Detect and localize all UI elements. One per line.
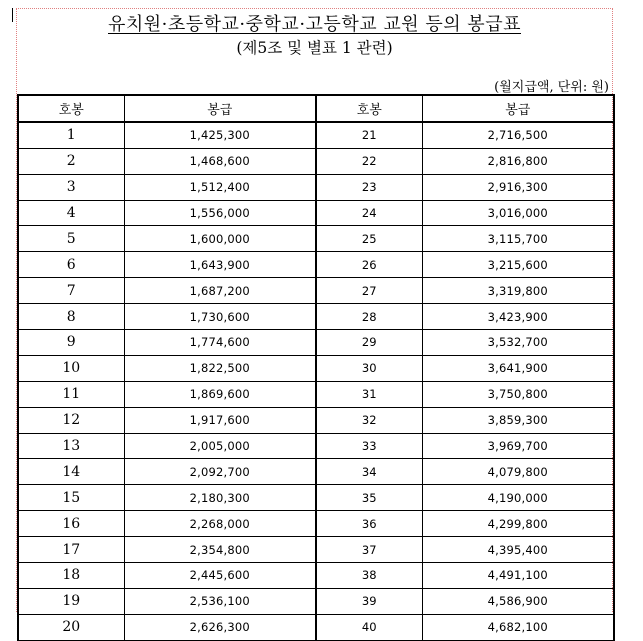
cell-pay-1: 1,600,000 — [124, 226, 316, 252]
cell-pay-2: 3,969,700 — [422, 433, 614, 459]
cell-step-1: 4 — [18, 200, 124, 226]
cell-pay-2: 2,916,300 — [422, 174, 614, 200]
cell-pay-2: 4,682,100 — [422, 614, 614, 640]
cell-pay-1: 1,869,600 — [124, 381, 316, 407]
cell-step-1: 18 — [18, 563, 124, 589]
table-row — [18, 304, 614, 330]
cell-step-1: 11 — [18, 381, 124, 407]
cell-step-2: 26 — [316, 252, 422, 278]
cell-step-2: 36 — [316, 511, 422, 537]
cell-step-2: 31 — [316, 381, 422, 407]
table-row — [18, 407, 614, 433]
cell-step-1: 6 — [18, 252, 124, 278]
document-title-text: 유치원·초등학교·중학교·고등학교 교원 등의 봉급표 — [108, 14, 521, 35]
cell-pay-1: 1,687,200 — [124, 278, 316, 304]
cell-pay-2: 3,016,000 — [422, 200, 614, 226]
cell-step-1: 9 — [18, 330, 124, 356]
cell-step-2: 29 — [316, 330, 422, 356]
cell-step-2: 37 — [316, 537, 422, 563]
unit-note: (월지급액, 단위: 원) — [494, 80, 609, 95]
cell-pay-1: 2,536,100 — [124, 588, 316, 614]
salary-table — [17, 94, 615, 641]
cell-step-2: 38 — [316, 563, 422, 589]
cell-pay-1: 2,092,700 — [124, 459, 316, 485]
cell-pay-1: 2,005,000 — [124, 433, 316, 459]
cell-pay-1: 2,445,600 — [124, 563, 316, 589]
cell-pay-2: 3,641,900 — [422, 355, 614, 381]
cell-step-2: 21 — [316, 122, 422, 148]
cell-step-1: 16 — [18, 511, 124, 537]
table-row — [18, 433, 614, 459]
cell-pay-2: 2,716,500 — [422, 122, 614, 148]
cell-pay-1: 1,643,900 — [124, 252, 316, 278]
cell-pay-2: 4,491,100 — [422, 563, 614, 589]
header-step-2: 호봉 — [316, 95, 422, 122]
cell-pay-2: 2,816,800 — [422, 148, 614, 174]
cell-step-1: 3 — [18, 174, 124, 200]
cell-step-1: 19 — [18, 588, 124, 614]
cell-pay-1: 1,425,300 — [124, 122, 316, 148]
cell-step-1: 20 — [18, 614, 124, 640]
cell-pay-1: 2,180,300 — [124, 485, 316, 511]
table-body — [18, 122, 614, 640]
cell-pay-2: 3,215,600 — [422, 252, 614, 278]
cell-step-1: 5 — [18, 226, 124, 252]
cell-step-2: 32 — [316, 407, 422, 433]
table-row — [18, 122, 614, 148]
cell-step-1: 8 — [18, 304, 124, 330]
table-row — [18, 174, 614, 200]
cell-pay-1: 1,512,400 — [124, 174, 316, 200]
cell-pay-2: 3,750,800 — [422, 381, 614, 407]
cell-step-2: 34 — [316, 459, 422, 485]
cell-step-2: 28 — [316, 304, 422, 330]
table-row — [18, 252, 614, 278]
cell-pay-1: 1,556,000 — [124, 200, 316, 226]
cell-step-1: 15 — [18, 485, 124, 511]
cell-step-2: 35 — [316, 485, 422, 511]
table-header-row — [18, 95, 614, 122]
cell-step-2: 27 — [316, 278, 422, 304]
cell-step-1: 13 — [18, 433, 124, 459]
cell-pay-2: 3,115,700 — [422, 226, 614, 252]
table-row — [18, 355, 614, 381]
cell-step-1: 12 — [18, 407, 124, 433]
cell-pay-2: 4,395,400 — [422, 537, 614, 563]
cell-step-2: 22 — [316, 148, 422, 174]
table-row — [18, 588, 614, 614]
cell-pay-1: 1,917,600 — [124, 407, 316, 433]
table-row — [18, 459, 614, 485]
cell-step-1: 10 — [18, 355, 124, 381]
cell-step-2: 30 — [316, 355, 422, 381]
cell-pay-1: 1,822,500 — [124, 355, 316, 381]
cell-pay-2: 4,299,800 — [422, 511, 614, 537]
table-row — [18, 485, 614, 511]
cell-pay-1: 2,354,800 — [124, 537, 316, 563]
cell-step-1: 7 — [18, 278, 124, 304]
cell-pay-1: 2,626,300 — [124, 614, 316, 640]
cell-step-2: 24 — [316, 200, 422, 226]
cell-step-2: 39 — [316, 588, 422, 614]
cell-pay-2: 4,586,900 — [422, 588, 614, 614]
cell-pay-2: 3,532,700 — [422, 330, 614, 356]
table-row — [18, 537, 614, 563]
text-cursor — [12, 8, 13, 22]
cell-step-1: 2 — [18, 148, 124, 174]
header-pay-2: 봉급 — [422, 95, 614, 122]
header-step-1: 호봉 — [18, 95, 124, 122]
cell-pay-2: 4,190,000 — [422, 485, 614, 511]
cell-step-1: 14 — [18, 459, 124, 485]
cell-pay-1: 1,774,600 — [124, 330, 316, 356]
cell-pay-2: 3,423,900 — [422, 304, 614, 330]
cell-step-1: 1 — [18, 122, 124, 148]
document-subtitle: (제5조 및 별표 1 관련) — [236, 39, 393, 57]
table-row — [18, 200, 614, 226]
cell-step-1: 17 — [18, 537, 124, 563]
cell-step-2: 23 — [316, 174, 422, 200]
cell-pay-2: 3,319,800 — [422, 278, 614, 304]
header-pay-1: 봉급 — [124, 95, 316, 122]
table-row — [18, 226, 614, 252]
table-row — [18, 148, 614, 174]
table-row — [18, 511, 614, 537]
table-row — [18, 278, 614, 304]
table-row — [18, 330, 614, 356]
table-row — [18, 614, 614, 640]
table-row — [18, 563, 614, 589]
cell-pay-1: 2,268,000 — [124, 511, 316, 537]
cell-pay-2: 4,079,800 — [422, 459, 614, 485]
document-title — [16, 10, 613, 36]
cell-step-2: 33 — [316, 433, 422, 459]
cell-step-2: 40 — [316, 614, 422, 640]
table-row — [18, 381, 614, 407]
cell-pay-1: 1,468,600 — [124, 148, 316, 174]
cell-step-2: 25 — [316, 226, 422, 252]
cell-pay-1: 1,730,600 — [124, 304, 316, 330]
cell-pay-2: 3,859,300 — [422, 407, 614, 433]
